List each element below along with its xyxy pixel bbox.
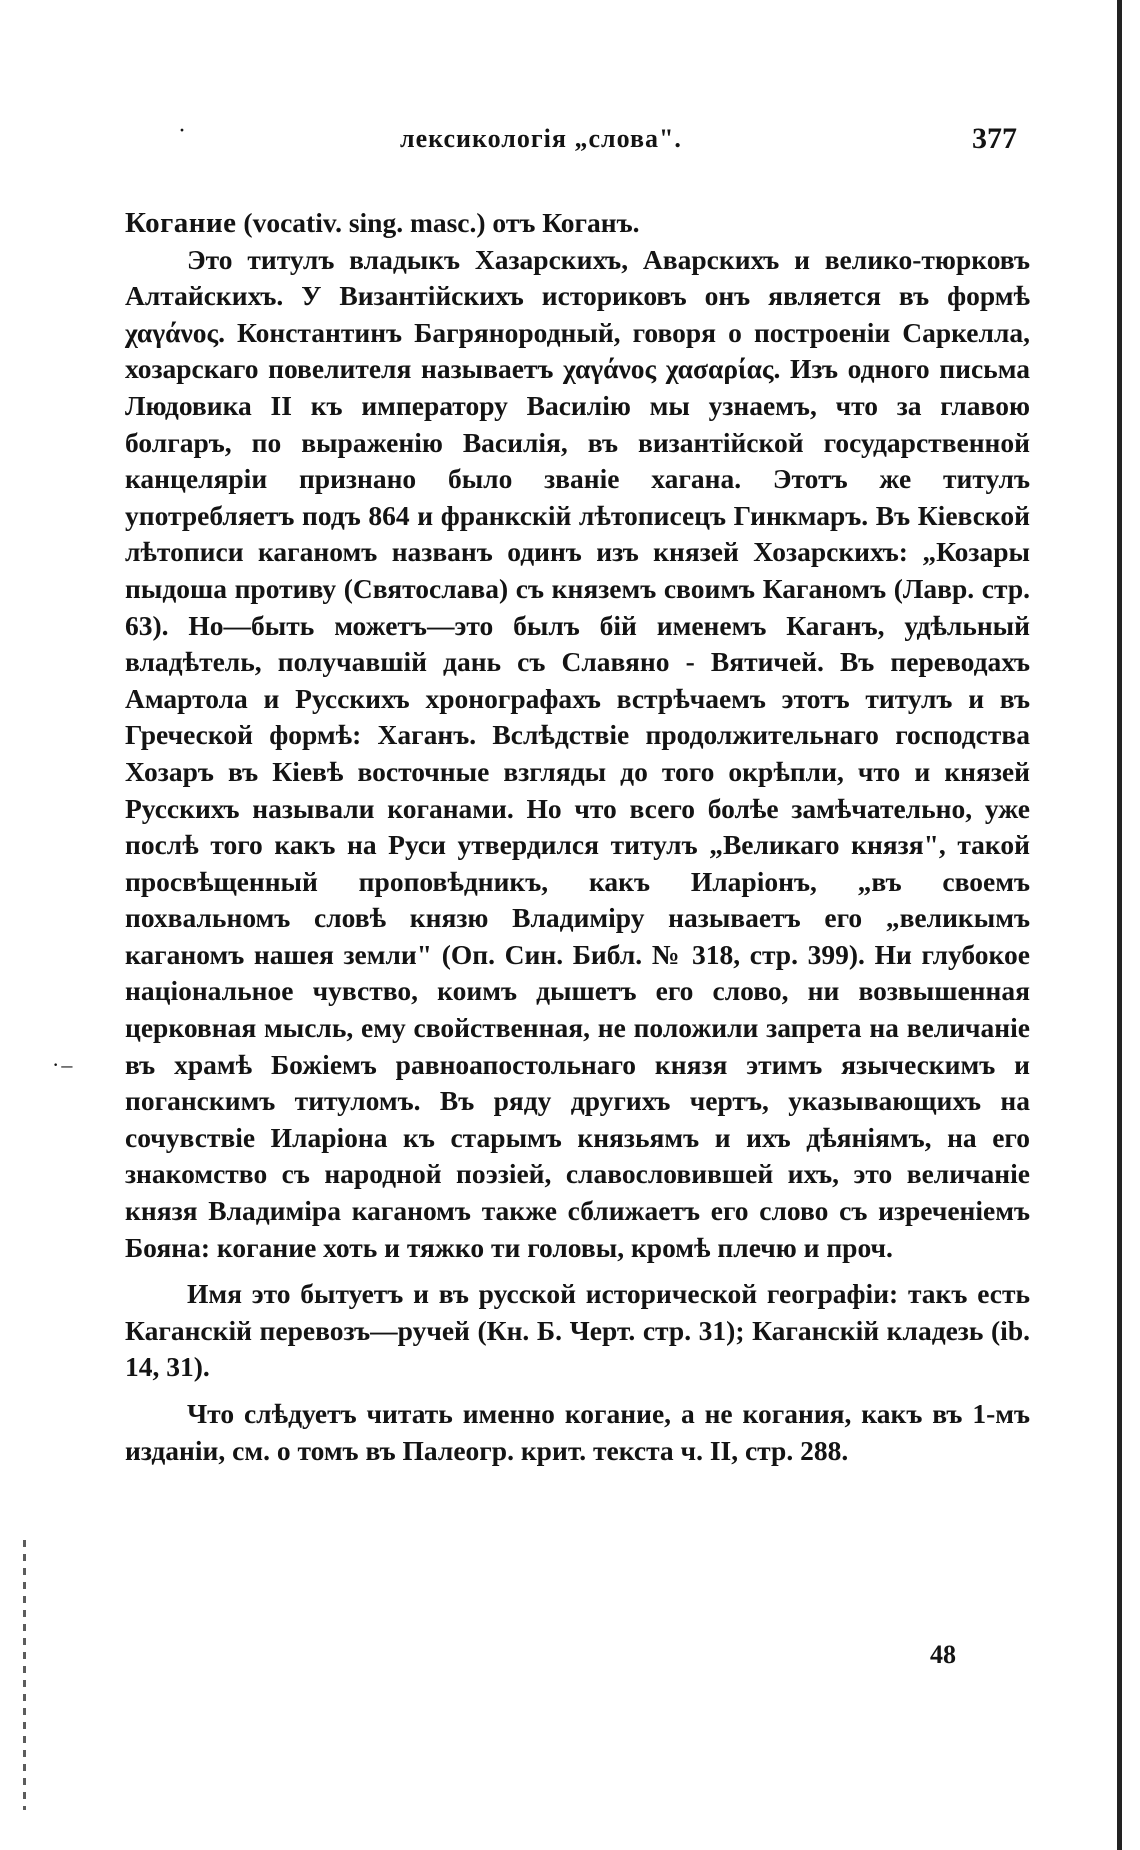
margin-mark: ·–	[52, 1052, 75, 1077]
entry-definition: (vocativ. sing. masc.) отъ Коганъ.	[243, 207, 640, 238]
paragraph-3: Что слѣдуетъ читать именно когание, а не когания, какъ въ 1-мъ изданіи, см. о томъ въ Палеогр. крит. текста ч. II, стр. 288.	[125, 1398, 1030, 1466]
body-text	[125, 205, 1030, 1469]
header-dot: ·	[178, 118, 186, 144]
running-head: лексикологія „слова".	[400, 124, 682, 153]
entry-heading	[125, 205, 1030, 242]
entry-lemma: Когание	[125, 207, 237, 239]
page-edge	[1117, 0, 1122, 1850]
signature-mark: 48	[930, 1640, 956, 1669]
margin-ticks	[23, 1540, 26, 1810]
paragraph-1: Это титулъ владыкъ Хазарскихъ, Аварскихъ и велико-тюрковъ Алтайскихъ. У Византійскихъ историковъ онъ является въ формѣ χαγάνος. Константинъ Багрянородный, говоря о построеніи Саркелла, хозарскаго повелителя называетъ χαγάνος χασαρίας. Изъ одного письма Людовика II къ императору Василію мы узнаемъ, что за главою болгаръ, по выраженію Василія, въ византійской государственной канцеляріи признано было званіе хагана. Этотъ же титулъ употребляетъ подъ 864 и франкскій лѣтописецъ Гинкмаръ. Въ Кіевской лѣтописи каганомъ названъ одинъ изъ князей Хозарскихъ: „Козары пыдоша противу (Святослава) съ княземъ своимъ Каганомъ (Лавр. стр. 63). Но—быть можетъ—это былъ бій именемъ Каганъ, удѣльный владѣтель, получавшій дань съ Славяно - Вятичей. Въ переводахъ Амартола и Русскихъ хронографахъ встрѣчаемъ этотъ титулъ и въ Греческой формѣ: Хаганъ. Вслѣдствіе продолжительнаго господства Хозаръ въ Кіевѣ восточные взгляды до того окрѣпли, что и князей Русскихъ называли коганами. Но что всего болѣе замѣчательно, уже послѣ того какъ на Руси утвердился титулъ „Великаго князя", такой просвѣщенный проповѣдникъ, какъ Иларіонъ, „въ своемъ похвальномъ словѣ князю Владиміру называетъ его „великымъ каганомъ нашея земли" (Оп. Син. Библ. № 318, стр. 399). Ни глубокое національное чувство, коимъ дышетъ его слово, ни возвышенная церковная мысль, ему свойственная, не положили запрета на величаніе въ храмѣ Божіемъ равноапостольнаго князя этимъ языческимъ и поганскимъ титуломъ. Въ ряду другихъ чертъ, указывающихъ на сочувствіе Иларіона къ старымъ князьямъ и ихъ дѣяніямъ, на его знакомство съ народной поэзіей, славословившей ихъ, это величаніе князя Владиміра каганомъ также сближаетъ его слово съ изреченіемъ Бояна: когание хоть и тяжко ти головы, кромѣ плечю и проч.	[125, 243, 1030, 1263]
paragraph-2: Имя это бытуетъ и въ русской исторической географіи: такъ есть Каганскій перевозъ—ручей (Кн. Б. Черт. стр. 31); Каганскій кладезь (ib. 14, 31).	[125, 1278, 1030, 1383]
page-number: 377	[972, 122, 1017, 155]
